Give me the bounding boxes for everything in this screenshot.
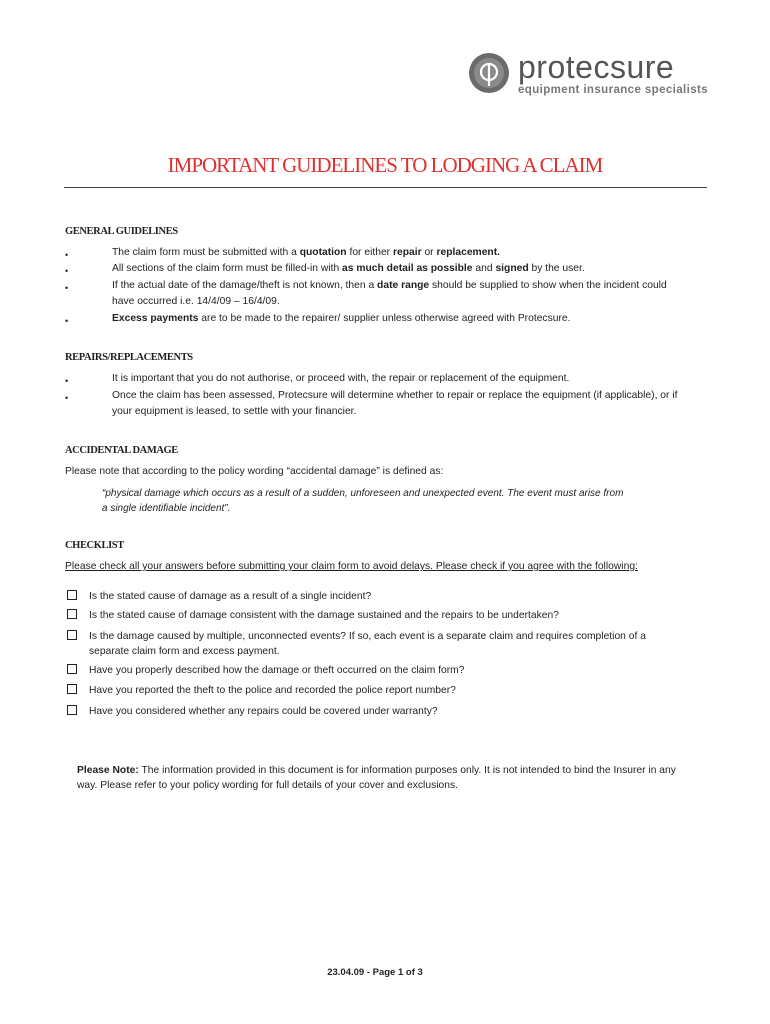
general-item-1-text-b: for either xyxy=(346,247,393,258)
bullet-icon: • xyxy=(65,393,69,403)
logo-tagline: equipment insurance specialists xyxy=(518,84,709,96)
document-title: IMPORTANT GUIDELINES TO LODGING A CLAIM xyxy=(167,153,603,177)
checklist-item-6: Have you considered whether any repairs could be covered under warranty? xyxy=(89,706,438,717)
bullet-icon: • xyxy=(65,266,69,276)
general-item-3-text-a: If the actual date of the damage/theft is not known, then a xyxy=(112,280,378,291)
repairs-item-2-continued: your equipment is leased, to settle with your financier. xyxy=(112,406,357,417)
general-item-2-bold-detail: as much detail as possible xyxy=(342,263,473,274)
accidental-damage-heading: ACCIDENTAL DAMAGE xyxy=(65,445,178,456)
general-item-3-bold-date-range: date range xyxy=(377,280,430,291)
checklist-intro: Please check all your answers before submitting your claim form to avoid delays. Please check if you agree with the following: xyxy=(65,561,638,572)
checklist-checkbox-2[interactable] xyxy=(67,609,77,619)
general-item-4-bold-excess: Excess payments xyxy=(112,313,199,324)
logo-brand-name: protecsure xyxy=(518,49,675,85)
general-item-2-text-b: and xyxy=(472,263,496,274)
checklist-item-3-continued: separate claim form and excess payment. xyxy=(89,646,280,657)
bullet-icon: • xyxy=(65,283,69,293)
general-item-2 xyxy=(112,261,585,277)
general-item-1-text-a: The claim form must be submitted with a xyxy=(112,247,300,258)
repairs-item-2: Once the claim has been assessed, Protecsure will determine whether to repair or replace the equipment (if applicable), or if xyxy=(112,390,678,401)
accidental-definition-line-2: a single identifiable incident”. xyxy=(102,503,231,514)
general-item-2-text-c: by the user. xyxy=(528,263,585,274)
checklist-item-4: Have you properly described how the damage or theft occurred on the claim form? xyxy=(89,665,465,676)
checklist-heading: CHECKLIST xyxy=(65,540,124,551)
checklist-item-3: Is the damage caused by multiple, unconnected events? If so, each event is a separate claim and requires completion of a xyxy=(89,631,646,642)
bullet-icon: • xyxy=(65,250,69,260)
general-guidelines-heading: GENERAL GUIDELINES xyxy=(65,226,178,237)
protecsure-logo-icon xyxy=(468,52,510,94)
checklist-checkbox-6[interactable] xyxy=(67,705,77,715)
general-item-2-bold-signed: signed xyxy=(495,263,529,274)
bullet-icon: • xyxy=(65,316,69,326)
title-divider xyxy=(64,187,707,188)
general-item-3-continued: have occurred i.e. 14/4/09 – 16/4/09. xyxy=(112,296,280,307)
checklist-checkbox-4[interactable] xyxy=(67,664,77,674)
please-note-line-2: way. Please refer to your policy wording for full details of your cover and exclusions. xyxy=(77,780,458,791)
bullet-icon: • xyxy=(65,376,69,386)
general-item-1-text-c: or xyxy=(421,247,437,258)
checklist-checkbox-5[interactable] xyxy=(67,684,77,694)
please-note-text: The information provided in this document is for information purposes only. It is not intended to bind the Insurer in any xyxy=(138,765,676,776)
general-item-2-text-a: All sections of the claim form must be filled-in with xyxy=(112,263,343,274)
general-item-1-bold-repair: repair xyxy=(392,247,422,258)
general-item-1-bold-replacement: replacement. xyxy=(436,247,501,258)
checklist-item-5: Have you reported the theft to the police and recorded the police report number? xyxy=(89,685,456,696)
repairs-item-1: It is important that you do not authorise, or proceed with, the repair or replacement of the equipment. xyxy=(112,373,570,384)
checklist-checkbox-1[interactable] xyxy=(67,590,77,600)
general-item-4-text: are to be made to the repairer/ supplier unless otherwise agreed with Protecsure. xyxy=(198,313,571,324)
general-item-4 xyxy=(112,311,570,327)
repairs-heading: REPAIRS/REPLACEMENTS xyxy=(65,352,193,363)
please-note-label: Please Note: xyxy=(77,765,139,776)
accidental-intro: Please note that according to the policy wording “accidental damage” is defined as: xyxy=(65,466,444,477)
checklist-checkbox-3[interactable] xyxy=(67,630,77,640)
checklist-item-2: Is the stated cause of damage consistent with the damage sustained and the repairs to be undertaken? xyxy=(89,610,559,621)
general-item-1-bold-quotation: quotation xyxy=(299,247,347,258)
please-note-line-1 xyxy=(77,763,676,779)
general-item-1 xyxy=(112,245,500,261)
checklist-item-1: Is the stated cause of damage as a result of a single incident? xyxy=(89,591,372,602)
general-item-3-text-b: should be supplied to show when the incident could xyxy=(429,280,667,291)
accidental-definition-line-1: “physical damage which occurs as a result of a sudden, unforeseen and unexpected event. The event must arise from xyxy=(102,488,624,499)
company-logo xyxy=(468,48,718,104)
general-item-3 xyxy=(112,278,667,294)
page-footer: 23.04.09 - Page 1 of 3 xyxy=(327,967,423,978)
